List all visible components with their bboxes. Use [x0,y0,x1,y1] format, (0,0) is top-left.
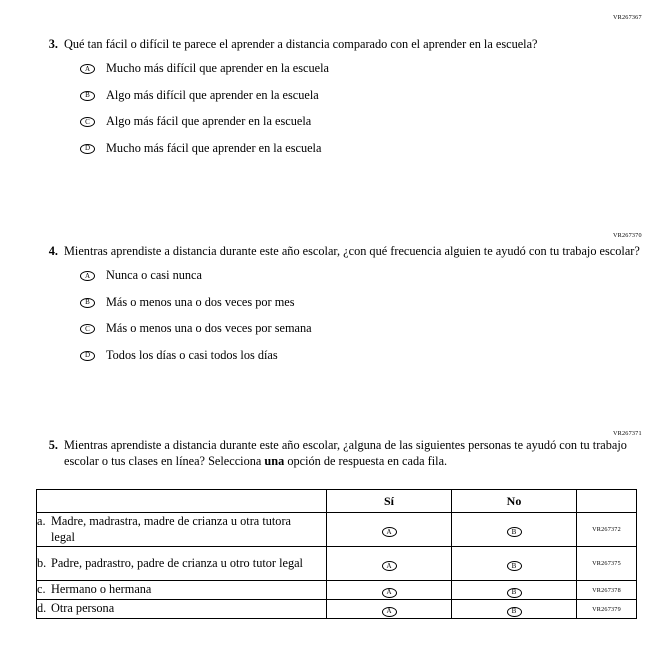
table-row [37,547,637,581]
table-row [37,600,637,619]
question-5 [46,437,646,469]
radio-bubble-icon[interactable]: A [382,607,397,617]
question-5-text [64,437,646,469]
option-label: Nunca o casi nunca [106,268,202,283]
grid-row-a-yes[interactable] [327,513,452,547]
radio-bubble-icon[interactable]: B [507,607,522,617]
row-letter: a. [37,514,46,529]
response-grid [36,489,636,619]
radio-bubble-icon[interactable]: D [80,351,95,361]
radio-bubble-icon[interactable]: A [80,271,95,281]
grid-header-yes: Sí [327,490,452,513]
option-label: Todos los días o casi todos los días [106,347,278,362]
option-label: Mucho más fácil que aprender en la escuela [106,140,322,155]
row-text: Madre, madrastra, madre de crianza u otra tutora legal [51,514,292,544]
question-3-text: Qué tan fácil o difícil te parece el aprender a distancia comparado con el aprender en la escuela? [64,37,538,51]
radio-bubble-icon[interactable]: B [80,298,95,308]
grid-row-a-no[interactable] [452,513,577,547]
row-letter: d. [37,601,47,616]
option-3-b[interactable] [80,88,646,104]
grid-row-b-no[interactable] [452,547,577,581]
grid-row-c-code: VR267378 [577,581,637,600]
option-4-b[interactable] [80,295,646,311]
grid-row-d-yes[interactable] [327,600,452,619]
radio-bubble-icon[interactable]: B [507,561,522,571]
radio-bubble-icon[interactable]: A [382,561,397,571]
row-letter: b. [37,555,47,570]
question-4 [46,243,646,374]
radio-bubble-icon[interactable]: A [80,64,95,74]
question-3 [46,36,646,167]
grid-header-code [577,490,637,513]
question-4-number: 4. [48,244,58,258]
question-4-options [80,268,646,363]
grid-header-no: No [452,490,577,513]
row-text: Padre, padrastro, padre de crianza u otro tutor legal [51,555,303,570]
table-row [37,581,637,600]
radio-bubble-icon[interactable]: B [80,91,95,101]
row-text: Hermano o hermana [51,582,152,597]
radio-bubble-icon[interactable]: B [507,588,522,598]
option-label: Algo más difícil que aprender en la escuela [106,87,319,102]
grid-row-d-no[interactable] [452,600,577,619]
item-id-code-q3: VR267367 [613,14,642,21]
question-3-options [80,61,646,156]
row-text: Otra persona [51,601,115,616]
grid-row-d-stem [37,600,327,619]
radio-bubble-icon[interactable]: C [80,117,95,127]
question-3-number: 3. [48,37,58,51]
grid-row-b-code: VR267375 [577,547,637,581]
grid-row-c-yes[interactable] [327,581,452,600]
question-5-text-emphasis: una [264,454,285,469]
question-5-text-before: Mientras aprendiste a distancia durante este año escolar, ¿alguna de las siguientes personas te ayudó con tu trabajo escolar o tus clases en línea? Selecciona [64,438,627,469]
question-4-text: Mientras aprendiste a distancia durante este año escolar, ¿con qué frecuencia alguien te ayudó con tu trabajo escolar? [64,244,640,258]
grid-row-d-code: VR267379 [577,600,637,619]
table-row [37,513,637,547]
option-3-c[interactable] [80,114,646,130]
option-label: Más o menos una o dos veces por mes [106,294,295,309]
question-5-text-after: opción de respuesta en cada fila. [284,454,448,469]
item-id-code-q5: VR267371 [613,430,642,437]
option-3-a[interactable] [80,61,646,77]
grid-row-b-stem [37,547,327,581]
question-5-number: 5. [48,438,58,452]
grid-row-b-yes[interactable] [327,547,452,581]
radio-bubble-icon[interactable]: A [382,527,397,537]
radio-bubble-icon[interactable]: A [382,588,397,598]
option-label: Más o menos una o dos veces por semana [106,321,312,336]
option-4-c[interactable] [80,321,646,337]
grid-row-c-stem [37,581,327,600]
radio-bubble-icon[interactable]: C [80,324,95,334]
grid-row-a-stem [37,513,327,547]
option-label: Algo más fácil que aprender en la escuela [106,114,312,129]
radio-bubble-icon[interactable]: D [80,144,95,154]
row-letter: c. [37,582,46,597]
grid-row-c-no[interactable] [452,581,577,600]
option-4-d[interactable] [80,348,646,364]
option-label: Mucho más difícil que aprender en la escuela [106,61,329,76]
option-3-d[interactable] [80,141,646,157]
item-id-code-q4: VR267370 [613,232,642,239]
grid-row-a-code: VR267372 [577,513,637,547]
grid-header-blank [37,490,327,513]
grid-header-row [37,490,637,513]
radio-bubble-icon[interactable]: B [507,527,522,537]
option-4-a[interactable] [80,268,646,284]
